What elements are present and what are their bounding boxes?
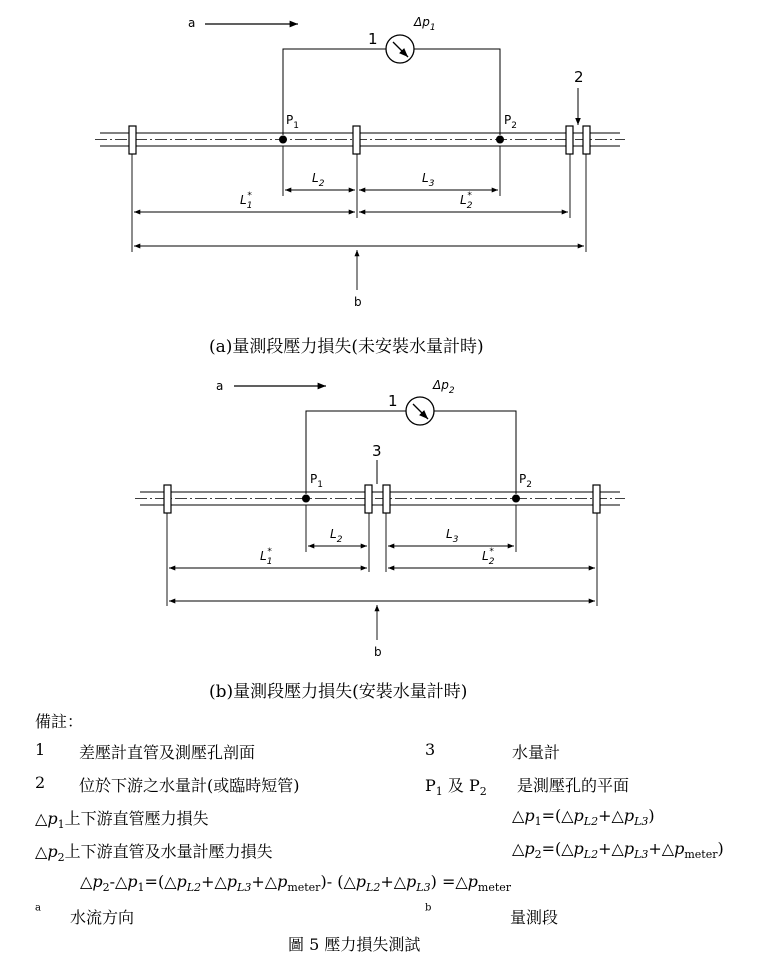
flow-label: a — [188, 16, 196, 30]
note-p-label: $P_1$ 及 $P_2$ — [425, 776, 487, 799]
tap-p1 — [280, 136, 287, 143]
notes-heading: 備註： — [35, 712, 84, 731]
section-label: b — [374, 645, 382, 659]
p1-label: $P_1$ — [310, 472, 323, 490]
note-a: a — [35, 902, 41, 914]
meter-number: 3 — [372, 442, 382, 460]
caption-b: (b)量測段壓力損失(安裝水量計時) — [209, 682, 468, 702]
l1-star-label: $L_1*$ — [260, 547, 273, 567]
pipe — [135, 492, 625, 505]
p1-label: $P_1$ — [286, 113, 299, 131]
dimension-lines — [167, 505, 597, 640]
l1-star-label: $L_1*$ — [240, 191, 253, 211]
difference-formula: $\triangle p_2-\triangle p_1=(\triangle p_{L2}+\triangle p_{L3}+\triangle p_{meter})-$ $(\triangle p_{L2}+\triangle p_{L3})$ $=\triangle p_{meter}$ — [80, 872, 512, 895]
l3-label: $L_3$ — [446, 527, 459, 545]
note-b: b — [425, 902, 432, 914]
flow-label: a — [216, 379, 224, 393]
l3-label: $L_3$ — [422, 171, 435, 189]
flange — [164, 485, 600, 513]
diagram-b — [135, 386, 625, 640]
dp2-formula: $\triangle p_2=(\triangle p_{L2}+\triangle p_{L3}+\triangle p_{meter})$ — [512, 839, 724, 862]
tap-p2 — [497, 136, 504, 143]
tap-p2 — [513, 495, 520, 502]
gauge-number: 1 — [368, 30, 378, 48]
caption-a: (a)量測段壓力損失(未安裝水量計時) — [209, 337, 484, 357]
p2-label: $P_2$ — [519, 472, 532, 490]
dimension-lines — [132, 146, 586, 290]
section-label: b — [354, 295, 362, 309]
p2-label: $P_2$ — [504, 113, 517, 131]
l2-star-label: $L_2*$ — [460, 191, 473, 211]
note-1-number: 1 — [35, 740, 46, 759]
gauge-number: 1 — [388, 392, 398, 410]
dp1-formula: $\triangle p_1=(\triangle p_{L2}+\triangle p_{L3})$ — [512, 806, 655, 829]
figure-title: 圖 5 壓力損失測試 — [288, 935, 421, 954]
l2-star-label: $L_2*$ — [482, 547, 495, 567]
flange — [129, 126, 590, 154]
note-a-text: 水流方向 — [70, 908, 135, 927]
note-p-text: 是測壓孔的平面 — [517, 776, 630, 795]
note-3-text: 水量計 — [512, 743, 561, 762]
meter-number: 2 — [574, 68, 584, 86]
gauge-label: $\Delta p_1$ — [414, 15, 436, 33]
diagram-a — [95, 24, 625, 290]
note-2-number: 2 — [35, 773, 46, 792]
note-1-text: 差壓計直管及測壓孔剖面 — [79, 743, 256, 762]
note-2-text: 位於下游之水量計(或臨時短管) — [79, 776, 300, 795]
dp2-description: $\triangle p_2$上下游直管及水量計壓力損失 — [35, 842, 273, 865]
tap-p1 — [303, 495, 310, 502]
gauge-label: $\Delta p_2$ — [433, 378, 455, 396]
dp1-description: $\triangle p_1$上下游直管壓力損失 — [35, 809, 209, 832]
note-b-text: 量測段 — [510, 908, 559, 927]
l2-label: $L_2$ — [312, 171, 325, 189]
l2-label: $L_2$ — [330, 527, 343, 545]
note-3-number: 3 — [425, 740, 436, 759]
